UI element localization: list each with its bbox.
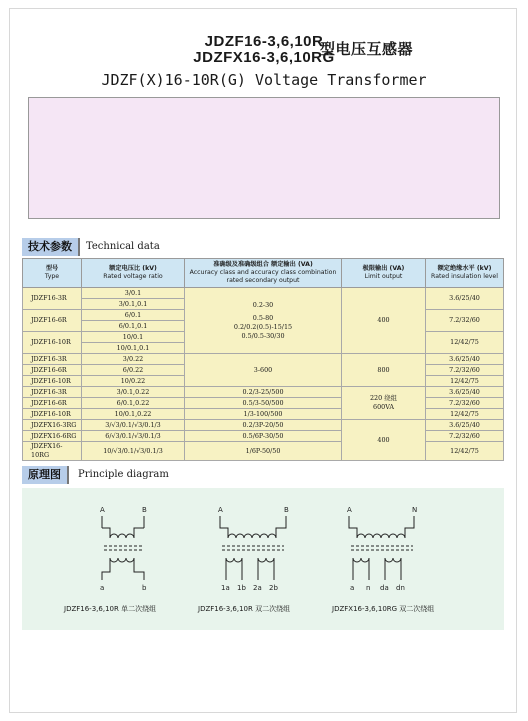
cell-ratio: 3/0.1: [82, 288, 185, 299]
terminal-label: b: [142, 584, 147, 592]
terminal-label: A: [218, 506, 223, 514]
table-row: [23, 288, 504, 299]
cell-output: 3-600: [185, 354, 342, 387]
terminal-label: 1b: [237, 584, 246, 592]
cell-insulation: 12/42/75: [426, 409, 504, 420]
cell-insulation: 7.2/32/60: [426, 310, 504, 332]
cell-ratio: 6/0.1,0.1: [82, 321, 185, 332]
cell-type: JDZF16-3R: [23, 288, 82, 310]
cell-insulation: 12/42/75: [426, 332, 504, 354]
title-model-line-2: JDZFX16-3,6,10RG: [193, 49, 335, 66]
table-header-row: [23, 259, 504, 288]
cell-ratio: 6/0.22: [82, 365, 185, 376]
table-row: [23, 387, 504, 398]
terminal-label: A: [347, 506, 352, 514]
cell-insulation: 7.2/32/60: [426, 398, 504, 409]
diagram-dual-secondary: [218, 506, 289, 592]
cell-insulation: 3.6/25/40: [426, 387, 504, 398]
terminal-label: B: [142, 506, 147, 514]
cell-insulation: 3.6/25/40: [426, 420, 504, 431]
cell-insulation: 12/42/75: [426, 376, 504, 387]
table-row: [23, 442, 504, 461]
cell-ratio: 10/0.22: [82, 376, 185, 387]
title-product-name: 型电压互感器: [320, 40, 414, 58]
cell-output: 0.2-30 0.5-80 0.2/0.2(0.5)-15/15 0.5/0.5-30/30: [185, 288, 342, 354]
cell-output: 0.2/3-25/500: [185, 387, 342, 398]
header-accuracy: 准确级及准确级组合 额定输出 (VA) Accuracy class and accuracy class combination rated secondary output: [185, 259, 342, 288]
cell-ratio: 10/0.1,0.22: [82, 409, 185, 420]
cell-output: 0.2/3P-20/50: [185, 420, 342, 431]
cell-insulation: 3.6/25/40: [426, 354, 504, 365]
table-row: [23, 409, 504, 420]
page-title: [0, 34, 528, 66]
cell-ratio: 3/0.1,0.22: [82, 387, 185, 398]
terminal-label: da: [380, 584, 389, 592]
terminal-label: 2a: [253, 584, 262, 592]
cell-limit: 220 绕组 600VA: [342, 387, 426, 420]
product-image-placeholder: [28, 97, 500, 219]
terminal-label: B: [284, 506, 289, 514]
diagram-single-secondary: [100, 506, 147, 592]
cell-type: JDZF16-3R: [23, 354, 82, 365]
table-row: [23, 431, 504, 442]
header-ratio: 额定电压比 (kV) Rated voltage ratio: [82, 259, 185, 288]
english-title: JDZF(X)16-10R(G) Voltage Transformer: [101, 71, 427, 89]
cell-ratio: 6/0.1,0.22: [82, 398, 185, 409]
cell-type: JDZFX16-6RG: [23, 431, 82, 442]
header-type: 型号 Type: [23, 259, 82, 288]
terminal-label: dn: [396, 584, 405, 592]
cell-ratio: 6/0.1: [82, 310, 185, 321]
diagram-caption-3: JDZFX16-3,6,10RG 双二次绕组: [332, 605, 435, 613]
cell-type: JDZF16-10R: [23, 409, 82, 420]
principle-diagram-subtitle: Principle diagram: [78, 469, 169, 480]
cell-output: 1/6P-50/50: [185, 442, 342, 461]
diagram-caption-1: JDZF16-3,6,10R 单二次绕组: [64, 605, 157, 613]
header-insulation: 额定绝缘水平 (kV) Rated insulation level: [426, 259, 504, 288]
cell-type: JDZFX16-10RG: [23, 442, 82, 461]
terminal-label: 1a: [221, 584, 230, 592]
title-model-line-1: JDZF16-3,6,10R: [204, 33, 324, 50]
diagram-dual-secondary-rg: [347, 506, 417, 592]
cell-limit: 800: [342, 354, 426, 387]
cell-type: JDZF16-10R: [23, 376, 82, 387]
cell-type: JDZF16-6R: [23, 365, 82, 376]
cell-type: JDZF16-6R: [23, 398, 82, 409]
cell-insulation: 7.2/32/60: [426, 431, 504, 442]
technical-data-subtitle: Technical data: [86, 241, 160, 252]
table-row: [23, 354, 504, 365]
cell-output: 0.5/6P-30/50: [185, 431, 342, 442]
cell-insulation: 3.6/25/40: [426, 288, 504, 310]
cell-output: 0.5/3-50/500: [185, 398, 342, 409]
principle-diagram-label: 原理图: [22, 466, 69, 484]
terminal-label: a: [100, 584, 105, 592]
terminal-label: A: [100, 506, 105, 514]
cell-ratio: 3/0.1,0.1: [82, 299, 185, 310]
cell-type: JDZF16-6R: [23, 310, 82, 332]
cell-limit: 400: [342, 288, 426, 354]
cell-insulation: 7.2/32/60: [426, 365, 504, 376]
cell-type: JDZFX16-3RG: [23, 420, 82, 431]
cell-ratio: 10/0.1: [82, 332, 185, 343]
table-row: [23, 398, 504, 409]
cell-ratio: 6/√3/0.1/√3/0.1/3: [82, 431, 185, 442]
cell-output: 1/3-100/500: [185, 409, 342, 420]
terminal-label: n: [366, 584, 371, 592]
cell-ratio: 3/0.22: [82, 354, 185, 365]
technical-data-table: [22, 258, 504, 461]
cell-ratio: 10/√3/0.1/√3/0.1/3: [82, 442, 185, 461]
terminal-label: N: [412, 506, 418, 514]
cell-insulation: 12/42/75: [426, 442, 504, 461]
diagram-caption-2: JDZF16-3,6,10R 双二次绕组: [198, 605, 291, 613]
header-limit: 极限输出 (VA) Limit output: [342, 259, 426, 288]
terminal-label: a: [350, 584, 355, 592]
cell-ratio: 3/√3/0.1/√3/0.1/3: [82, 420, 185, 431]
technical-data-label: 技术参数: [22, 238, 80, 256]
cell-limit: 400: [342, 420, 426, 461]
cell-ratio: 10/0.1,0.1: [82, 343, 185, 354]
terminal-label: 2b: [269, 584, 278, 592]
table-row: [23, 420, 504, 431]
cell-type: JDZF16-3R: [23, 387, 82, 398]
cell-type: JDZF16-10R: [23, 332, 82, 354]
